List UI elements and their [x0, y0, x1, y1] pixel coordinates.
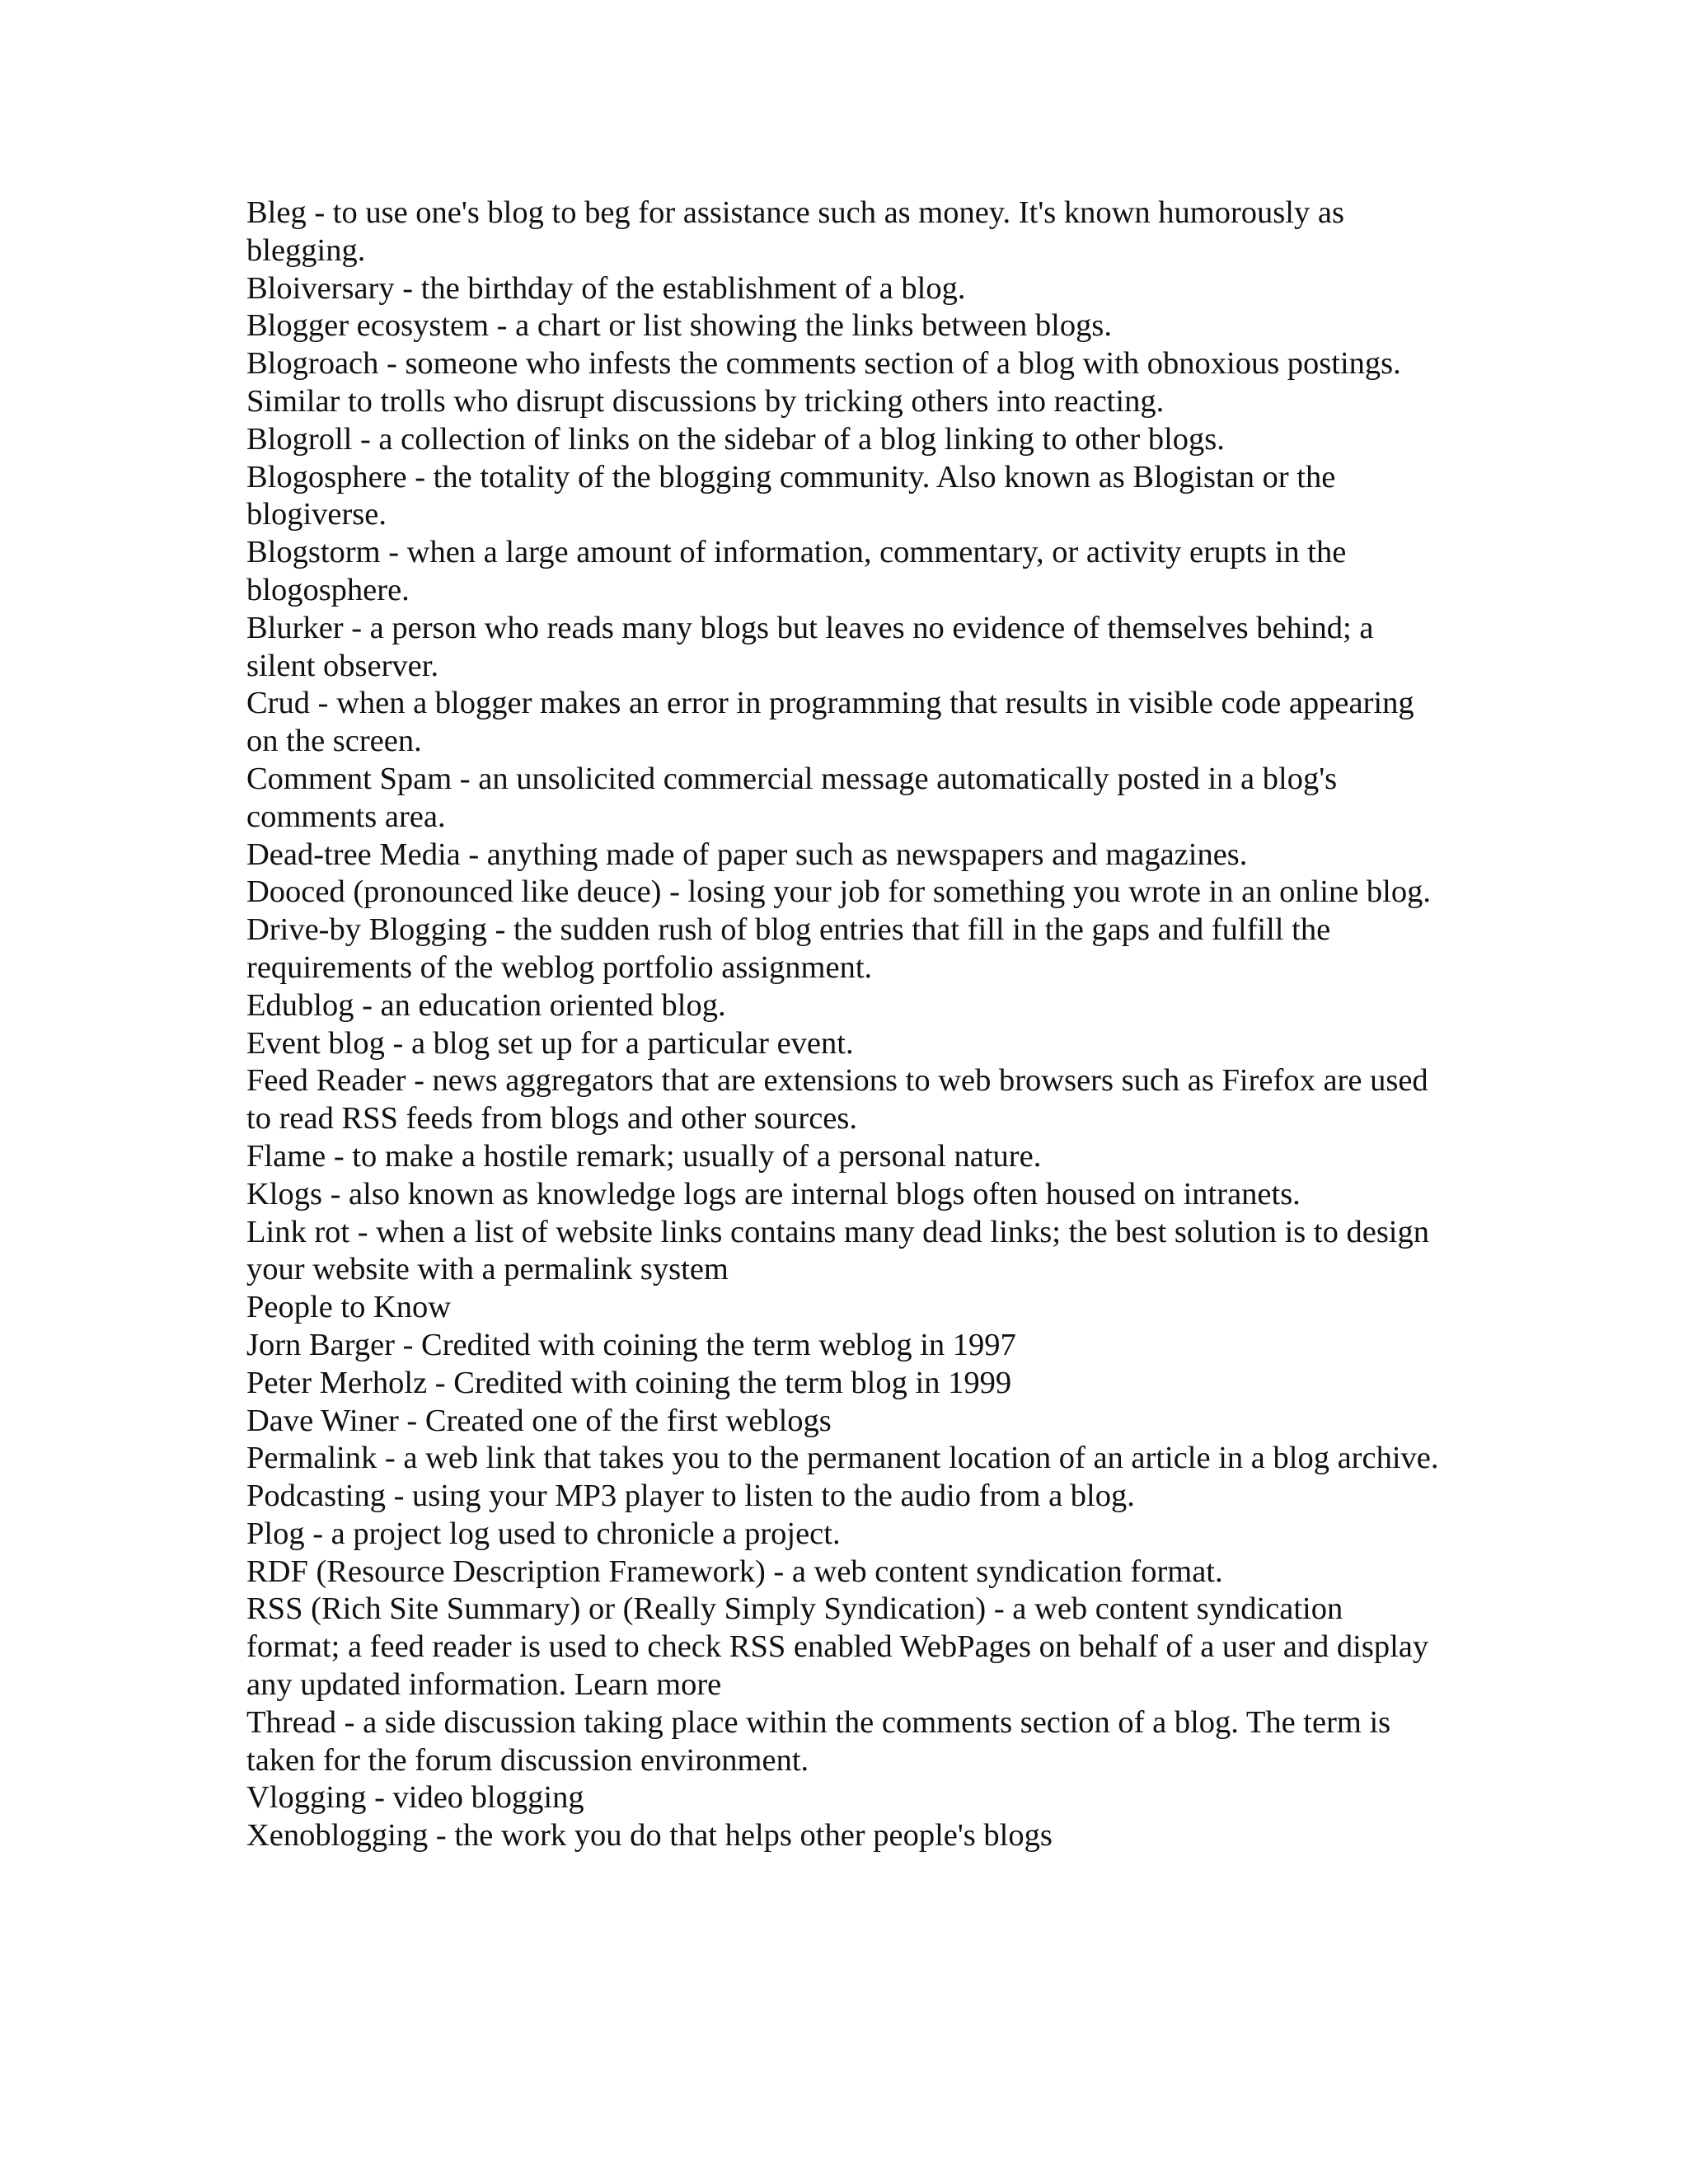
glossary-text: [246, 194, 1442, 1855]
glossary-entry-rdf: RDF (Resource Description Framework) - a web content syndication format.: [246, 1554, 1223, 1589]
glossary-entry-flame: Flame - to make a hostile remark; usually of a personal nature.: [246, 1138, 1042, 1174]
glossary-entry-bleg: Bleg - to use one's blog to beg for assistance such as money. It's known humorously as blegging.: [246, 195, 1344, 268]
glossary-entry-bloiversary: Bloiversary - the birthday of the establishment of a blog.: [246, 270, 966, 306]
glossary-entry-crud: Crud - when a blogger makes an error in programming that results in visible code appearing on the screen.: [246, 686, 1414, 759]
glossary-entry-dead-tree-media: Dead-tree Media - anything made of paper such as newspapers and magazines.: [246, 837, 1248, 872]
glossary-entry-podcasting: Podcasting - using your MP3 player to listen to the audio from a blog.: [246, 1479, 1135, 1514]
glossary-entry-blogger-ecosystem: Blogger ecosystem - a chart or list showing the links between blogs.: [246, 308, 1112, 344]
glossary-entry-thread: Thread - a side discussion taking place within the comments section of a blog. The term is taken for the forum discussion environment.: [246, 1704, 1391, 1778]
glossary-entry-blurker: Blurker - a person who reads many blogs but leaves no evidence of themselves behind; a silent observer.: [246, 610, 1374, 683]
person-jorn-barger: Jorn Barger - Credited with coining the term weblog in 1997: [246, 1327, 1016, 1362]
glossary-entry-feed-reader: Feed Reader - news aggregators that are extensions to web browsers such as Firefox are used to read RSS feeds from blogs and other sources.: [246, 1063, 1428, 1137]
glossary-entry-xenoblogging: Xenoblogging - the work you do that helps other people's blogs: [246, 1818, 1053, 1854]
glossary-entry-plog: Plog - a project log used to chronicle a project.: [246, 1516, 841, 1551]
glossary-entry-event-blog: Event blog - a blog set up for a particular event.: [246, 1025, 854, 1061]
glossary-entry-blogosphere: Blogosphere - the totality of the blogging community. Also known as Blogistan or the blogiverse.: [246, 459, 1336, 532]
glossary-entry-rss: RSS (Rich Site Summary) or (Really Simply Syndication) - a web content syndication format; a feed reader is used to check RSS enabled WebPages on behalf of a user and display any updated information. Learn more: [246, 1591, 1429, 1703]
glossary-entry-klogs: Klogs - also known as knowledge logs are internal blogs often housed on intranets.: [246, 1176, 1301, 1212]
person-peter-merholz: Peter Merholz - Credited with coining the term blog in 1999: [246, 1365, 1012, 1400]
glossary-entry-blogroll: Blogroll - a collection of links on the sidebar of a blog linking to other blogs.: [246, 421, 1225, 457]
glossary-entry-permalink: Permalink - a web link that takes you to the permanent location of an article in a blog archive.: [246, 1441, 1439, 1476]
person-dave-winer: Dave Winer - Created one of the first weblogs: [246, 1403, 832, 1438]
glossary-entry-blogroach: Blogroach - someone who infests the comments section of a blog with obnoxious postings. Similar to trolls who disrupt discussions by tricking others into reacting.: [246, 346, 1401, 419]
people-to-know-heading: People to Know: [246, 1290, 452, 1325]
glossary-entry-drive-by-blogging: Drive-by Blogging - the sudden rush of blog entries that fill in the gaps and fulfill the requirements of the weblog portfolio assignment.: [246, 912, 1331, 985]
glossary-entry-link-rot: Link rot - when a list of website links contains many dead links; the best solution is to design your website with a permalink system: [246, 1214, 1430, 1287]
glossary-entry-comment-spam: Comment Spam - an unsolicited commercial message automatically posted in a blog's comments area.: [246, 761, 1338, 834]
glossary-entry-edublog: Edublog - an education oriented blog.: [246, 987, 726, 1023]
glossary-entry-vlogging: Vlogging - video blogging: [246, 1780, 584, 1816]
glossary-entry-dooced: Dooced (pronounced like deuce) - losing your job for something you wrote in an online blog.: [246, 874, 1432, 910]
glossary-entry-blogstorm: Blogstorm - when a large amount of information, commentary, or activity erupts in the blogosphere.: [246, 535, 1347, 607]
